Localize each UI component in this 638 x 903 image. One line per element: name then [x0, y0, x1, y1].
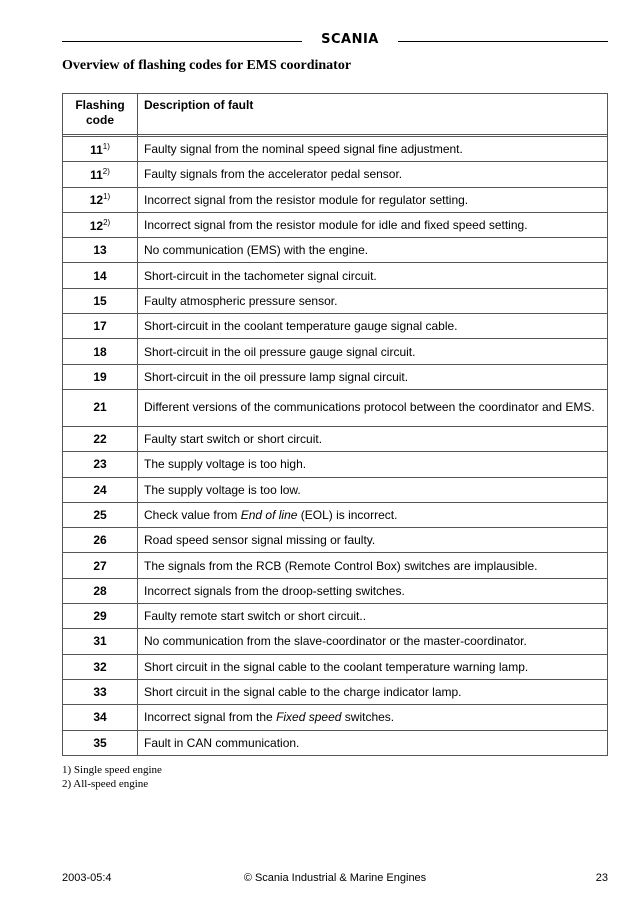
flashing-code: 29: [93, 609, 107, 624]
fault-description: Short-circuit in the oil pressure gauge signal circuit.: [138, 339, 608, 364]
table-row: [63, 137, 608, 162]
fault-description: Faulty signals from the accelerator pedal sensor.: [138, 162, 608, 187]
flashing-code-cell: [63, 654, 138, 679]
flashing-code: 25: [93, 508, 107, 522]
fault-description: No communication (EMS) with the engine.: [138, 238, 608, 263]
flashing-code: 12: [89, 193, 104, 208]
description-text: (EOL) is incorrect.: [297, 508, 398, 522]
flashing-code-cell: [63, 426, 138, 451]
table-header-row: [63, 94, 608, 135]
flashing-code: 27: [93, 558, 107, 573]
fault-description: Faulty signal from the nominal speed signal fine adjustment.: [138, 137, 608, 162]
table-row: [63, 162, 608, 187]
table-row: [63, 553, 608, 578]
flashing-code: 22: [93, 432, 107, 447]
table-row: [63, 654, 608, 679]
fault-description: The signals from the RCB (Remote Control Box) switches are implausible.: [138, 553, 608, 578]
page-title: Overview of flashing codes for EMS coordinator: [62, 58, 352, 73]
fault-description: The supply voltage is too low.: [138, 477, 608, 502]
flashing-code: 21: [93, 400, 107, 415]
flashing-code-cell: [63, 263, 138, 288]
table-row: [63, 730, 608, 755]
table-row: [63, 629, 608, 654]
description-text: Check value from: [144, 508, 241, 522]
fault-description: Faulty atmospheric pressure sensor.: [138, 288, 608, 313]
flashing-code: 28: [93, 583, 107, 598]
table-row: [63, 263, 608, 288]
flashing-code-cell: [63, 389, 138, 426]
fault-description: Short-circuit in the tachometer signal circuit.: [138, 263, 608, 288]
footnote-marker: 2): [103, 217, 111, 227]
emphasized-term: End of line: [240, 508, 298, 522]
column-header-description: Description of fault: [138, 94, 608, 135]
flashing-code: 17: [93, 319, 107, 334]
flashing-code: 34: [93, 710, 107, 725]
fault-description: Different versions of the communications protocol between the coordinator and EMS.: [138, 389, 608, 426]
flashing-code-cell: [63, 162, 138, 187]
flashing-code: 24: [93, 482, 107, 497]
flashing-code: 31: [93, 634, 107, 649]
flashing-code-cell: [63, 339, 138, 364]
flashing-code-cell: [63, 553, 138, 578]
table-row: [63, 705, 608, 730]
fault-description: Short circuit in the signal cable to the charge indicator lamp.: [138, 679, 608, 704]
fault-description: Incorrect signal from the resistor module for idle and fixed speed setting.: [138, 212, 608, 237]
scania-logo: SCANIA: [321, 32, 379, 47]
flashing-code: 33: [93, 685, 107, 700]
flashing-code-cell: [63, 477, 138, 502]
fault-description: No communication from the slave-coordinator or the master-coordinator.: [138, 629, 608, 654]
flashing-code-cell: [63, 730, 138, 755]
flashing-code-cell: [63, 288, 138, 313]
fault-description: Road speed sensor signal missing or faulty.: [138, 528, 608, 553]
flashing-code-cell: [63, 452, 138, 477]
table-row: [63, 578, 608, 603]
flashing-code-cell: [63, 238, 138, 263]
fault-description: The supply voltage is too high.: [138, 452, 608, 477]
table-row: [63, 364, 608, 389]
header-rule-right: [398, 41, 608, 42]
column-header-flashing-code: Flashing code: [63, 94, 138, 135]
fault-description: Incorrect signals from the droop-setting switches.: [138, 578, 608, 603]
flashing-code: 32: [93, 659, 107, 674]
description-text: switches.: [341, 710, 395, 725]
flashing-code: 14: [93, 268, 107, 283]
table-row: [63, 389, 608, 426]
flashing-code-cell: [63, 212, 138, 237]
flashing-code: 11: [90, 142, 103, 157]
fault-description: Short-circuit in the coolant temperature gauge signal cable.: [138, 314, 608, 339]
page-number: 23: [595, 872, 608, 884]
flashing-code: 23: [93, 457, 107, 472]
fault-description: Fault in CAN communication.: [138, 730, 608, 755]
description-text: Incorrect signal from the: [144, 710, 277, 725]
table-row: [63, 314, 608, 339]
flashing-code: 26: [93, 533, 107, 548]
fault-description: Short-circuit in the oil pressure lamp signal circuit.: [138, 364, 608, 389]
footnote-marker: 1): [102, 141, 110, 151]
table-row: [63, 502, 608, 527]
footnotes: [62, 763, 162, 791]
emphasized-term: Fixed speed: [276, 710, 342, 725]
flashing-code-cell: [63, 679, 138, 704]
fault-description: [138, 502, 608, 527]
header-rule-left: [62, 41, 302, 42]
flashing-code-cell: [63, 578, 138, 603]
footer-copyright: © Scania Industrial & Marine Engines: [243, 872, 427, 884]
footnote-marker: 2): [102, 166, 110, 176]
table-row: [63, 238, 608, 263]
flashing-code: 18: [93, 344, 107, 359]
flashing-code-cell: [63, 137, 138, 162]
table-row: [63, 477, 608, 502]
table-row: [63, 452, 608, 477]
flashing-code: 11: [90, 167, 103, 182]
fault-description: Faulty remote start switch or short circuit..: [138, 604, 608, 629]
table-row: [63, 187, 608, 212]
fault-description: Incorrect signal from the resistor module for regulator setting.: [138, 187, 608, 212]
footnote-2: 2) All-speed engine: [62, 778, 149, 790]
table-row: [63, 679, 608, 704]
flashing-code: 13: [93, 243, 107, 258]
flashing-code: 15: [93, 293, 107, 308]
table-row: [63, 604, 608, 629]
table-row: [63, 288, 608, 313]
flashing-code-cell: [63, 314, 138, 339]
table-row: [63, 528, 608, 553]
flashing-code-cell: [63, 187, 138, 212]
fault-description: Faulty start switch or short circuit.: [138, 426, 608, 451]
flashing-code-cell: [63, 604, 138, 629]
flashing-code: 12: [89, 218, 104, 233]
flashing-code-cell: [63, 502, 138, 527]
footnote-1: 1) Single speed engine: [62, 764, 162, 776]
flashing-code-cell: [63, 705, 138, 730]
fault-description: Short circuit in the signal cable to the coolant temperature warning lamp.: [138, 654, 608, 679]
footer-date: 2003-05:4: [62, 872, 112, 884]
footnote-marker: 1): [103, 192, 111, 202]
table-row: [63, 426, 608, 451]
flashing-code-cell: [63, 528, 138, 553]
flashing-code-cell: [63, 364, 138, 389]
fault-description: [138, 705, 608, 730]
table-row: [63, 339, 608, 364]
flashing-code: 35: [93, 735, 107, 750]
table-row: [63, 212, 608, 237]
flashing-codes-table: [62, 93, 608, 756]
flashing-code: 19: [93, 369, 107, 384]
flashing-code-cell: [63, 629, 138, 654]
